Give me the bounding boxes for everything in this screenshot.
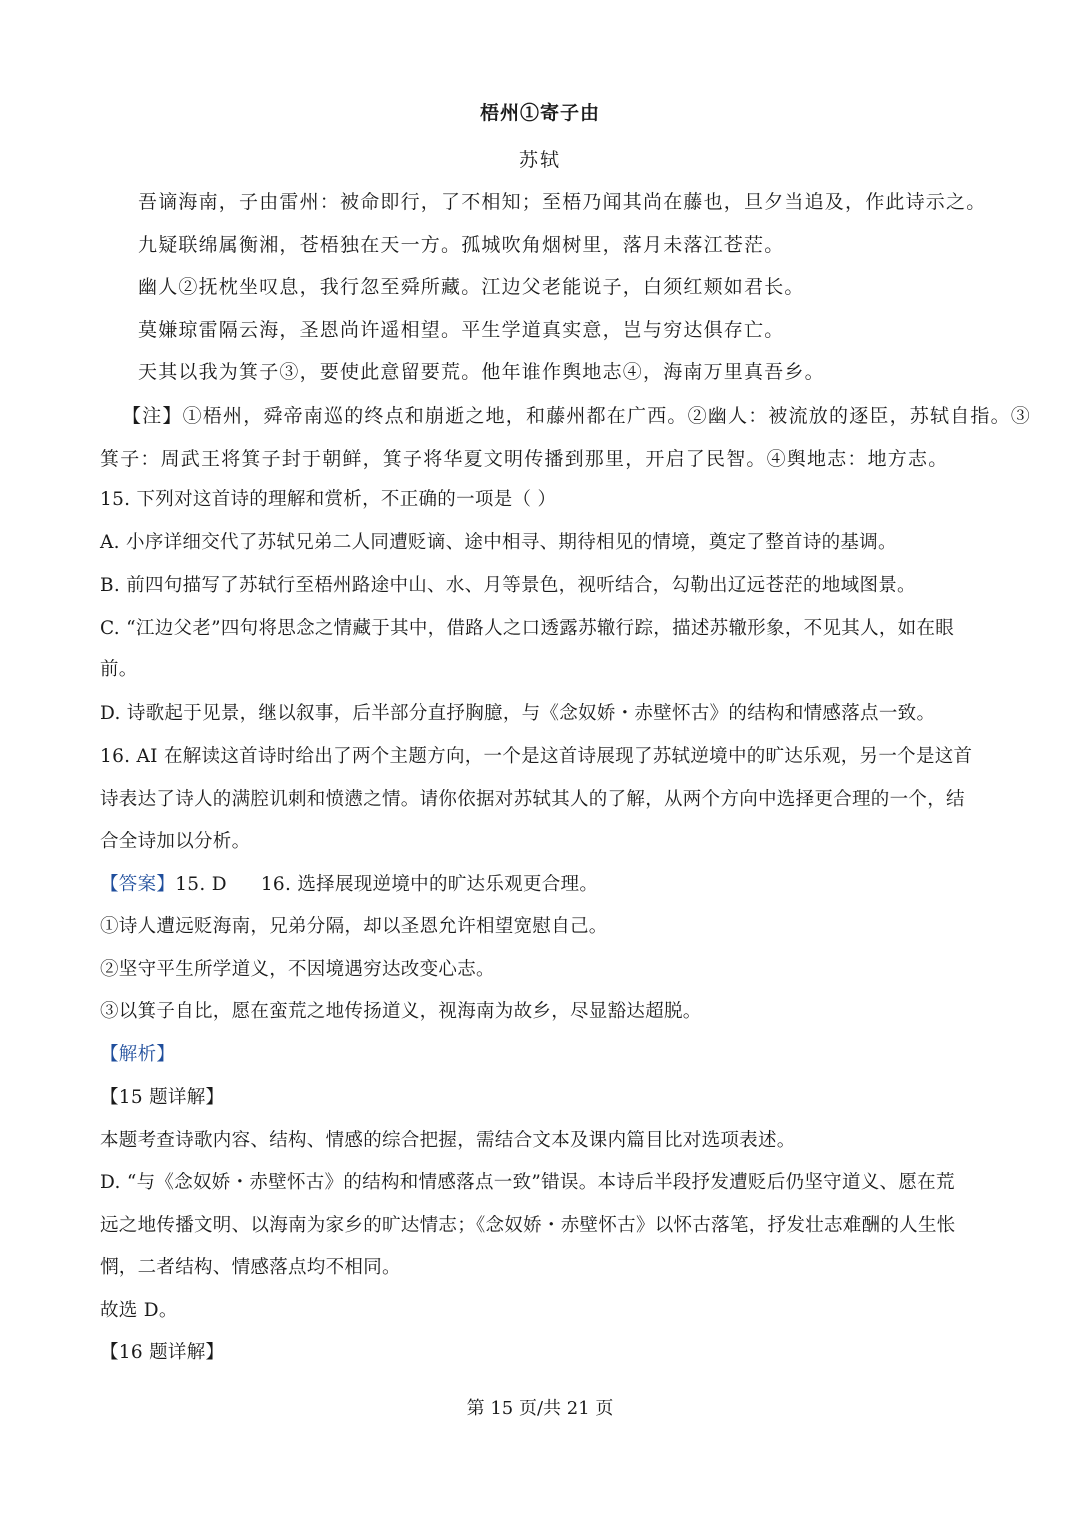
answer-point-3: ③以箕子自比，愿在蛮荒之地传扬道义，视海南为故乡，尽显豁达超脱。	[100, 1001, 702, 1022]
analysis-15-line-2: D. “与《念奴娇・赤壁怀古》的结构和情感落点一致”错误。本诗后半段抒发遭贬后仍坚守道义、愿在荒	[100, 1172, 955, 1193]
poem-line-3: 莫嫌琼雷隔云海，圣恩尚许遥相望。平生学道真实意，岂与穷达俱存亡。	[138, 319, 785, 341]
q15-option-c: C. “江边父老”四句将思念之情藏于其中，借路人之口透露苏辙行踪，描述苏辙形象，不见其人，如在眼	[100, 618, 955, 639]
analysis-16-heading: 【16 题详解】	[100, 1342, 225, 1363]
q15-option-b: B. 前四句描写了苏轼行至梧州路途中山、水、月等景色，视听结合，勾勒出辽远苍茫的地域图景。	[100, 575, 916, 596]
answer-point-1: ①诗人遭远贬海南，兄弟分隔，却以圣恩允许相望宽慰自己。	[100, 916, 608, 937]
poem-line-4: 天其以我为箕子③，要使此意留要荒。他年谁作舆地志④，海南万里真吾乡。	[138, 361, 825, 383]
q16-line-2: 诗表达了诗人的满腔讥刺和愤懑之情。请你依据对苏轼其人的了解，从两个方向中选择更合理的一个，结	[100, 789, 965, 810]
analysis-15-conclusion: 故选 D。	[100, 1300, 178, 1321]
answer-15: 15. D	[175, 874, 227, 895]
poem-line-2: 幽人②抚枕坐叹息，我行忽至舜所藏。江边父老能说子，白须红颊如君长。	[138, 276, 805, 298]
analysis-15-line-1: 本题考查诗歌内容、结构、情感的综合把握，需结合文本及课内篇目比对选项表述。	[100, 1130, 796, 1151]
analysis-15-heading: 【15 题详解】	[100, 1087, 225, 1108]
page-number: 第 15 页/共 21 页	[466, 1398, 614, 1419]
answer-row	[100, 870, 598, 896]
poem-note-line-2: 箕子：周武王将箕子封于朝鲜，箕子将华夏文明传播到那里，开启了民智。④舆地志：地方志。	[100, 448, 949, 470]
analysis-15-line-3: 远之地传播文明、以海南为家乡的旷达情志；《念奴娇・赤壁怀古》以怀古落笔，抒发壮志难酬的人生怅	[100, 1215, 956, 1236]
poem-author: 苏轼	[518, 149, 561, 171]
q16-line-1: 16. AI 在解读这首诗时给出了两个主题方向，一个是这首诗展现了苏轼逆境中的旷达乐观，另一个是这首	[100, 746, 973, 767]
q15-option-d: D. 诗歌起于见景，继以叙事，后半部分直抒胸臆，与《念奴娇・赤壁怀古》的结构和情感落点一致。	[100, 703, 936, 724]
poem-note-line-1: 【注】①梧州，舜帝南巡的终点和崩逝之地，和藤州都在广西。②幽人：被流放的逐臣，苏轼自指。③	[122, 405, 1032, 427]
q15-option-c-cont: 前。	[100, 659, 138, 680]
poem-title: 梧州①寄子由	[479, 102, 600, 124]
analysis-tag: 【解析】	[100, 1044, 176, 1065]
answer-point-2: ②坚守平生所学道义，不因境遇穷达改变心志。	[100, 959, 495, 980]
q15-option-a: A. 小序详细交代了苏轼兄弟二人同遭贬谪、途中相寻、期待相见的情境，奠定了整首诗的基调。	[100, 532, 897, 553]
answer-16: 16. 选择展现逆境中的旷达乐观更合理。	[260, 874, 599, 895]
q15-stem: 15. 下列对这首诗的理解和赏析，不正确的一项是（ ）	[100, 489, 557, 510]
poem-preface: 吾谪海南，子由雷州：被命即行，了不相知；至梧乃闻其尚在藤也，旦夕当追及，作此诗示之。	[138, 191, 987, 213]
answer-tag: 【答案】	[100, 874, 176, 895]
analysis-15-line-4: 惘，二者结构、情感落点均不相同。	[100, 1257, 401, 1278]
poem-line-1: 九疑联绵属衡湘，苍梧独在天一方。孤城吹角烟树里，落月未落江苍茫。	[138, 234, 785, 256]
q16-line-3: 合全诗加以分析。	[100, 831, 251, 852]
